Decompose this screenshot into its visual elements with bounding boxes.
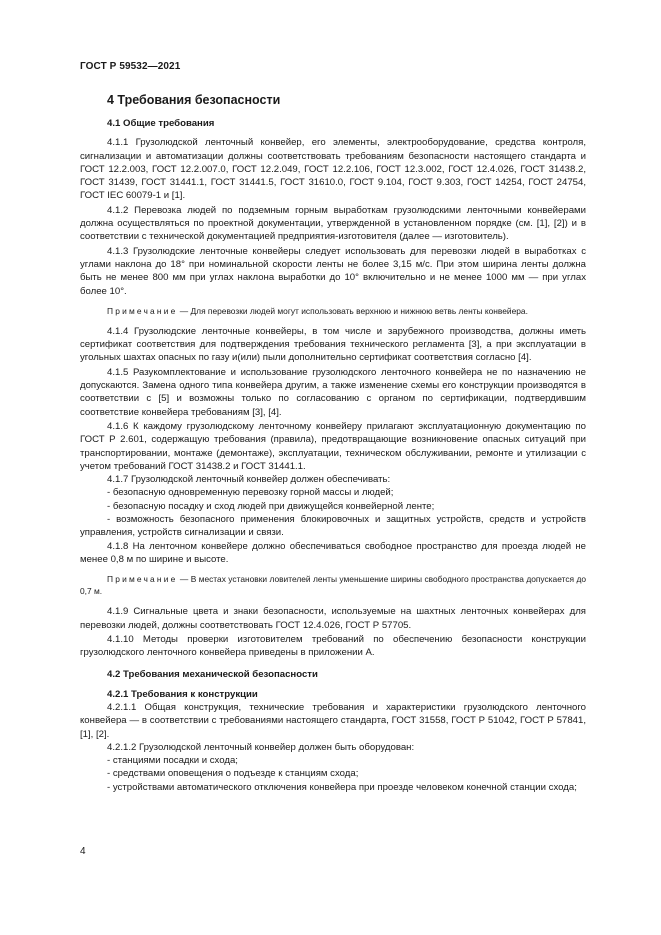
paragraph-4-1-4: 4.1.4 Грузолюдские ленточные конвейеры, в том числе и зарубежного производства, должны иметь сертификат соответствия для подтверждения требования технического регламента [3], а при эксплуатации в угольных шахтах опасных по газу и(или) пыли дополнительно сертификат соответствия согласно [4]. (80, 325, 586, 364)
document-code: ГОСТ Р 59532—2021 (80, 61, 181, 72)
list-item: - станциями посадки и схода; (107, 755, 238, 767)
note-label: Примечание (107, 574, 178, 585)
paragraph-4-2-1-1: 4.2.1.1 Общая конструкция, технические требования и характеристики грузолюдского ленточного конвейера — в соответствии с требованиями настоящего стандарта, ГОСТ 31558, ГОСТ Р 51042, ГОСТ Р 57841, [1], [2]. (80, 701, 586, 740)
paragraph-4-2-1-2: 4.2.1.2 Грузолюдской ленточный конвейер должен быть оборудован: (107, 741, 415, 753)
paragraph-4-1-6: 4.1.6 К каждому грузолюдскому ленточному конвейеру прилагают эксплуатационную документацию по ГОСТ Р 2.601, содержащую требования (правила), предотвращающие возникновение опасных ситуаций при транспортировании, монтаже (демонтаже), эксплуатации, техническом обслуживании, ремонте и утилизации с учетом требований ГОСТ 31438.2 и ГОСТ 31441.1. (80, 420, 586, 472)
subsection-title-4-2: 4.2 Требования механической безопасности (107, 669, 318, 681)
note-1 (80, 305, 586, 317)
paragraph-4-1-9: 4.1.9 Сигнальные цвета и знаки безопасности, используемые на шахтных ленточных конвейерах для перевозки людей, должны соответствовать ГОСТ 12.4.026, ГОСТ Р 57705. (80, 606, 586, 631)
page-body (80, 93, 586, 794)
page-number: 4 (80, 846, 86, 857)
note-2 (80, 573, 586, 597)
list-item: - безопасную одновременную перевозку горной массы и людей; (107, 487, 394, 499)
list-item: - возможность безопасного применения блокировочных и защитных устройств, средств и устройств управления, устройств сигнализации и связи. (80, 514, 586, 539)
paragraph-4-1-7: 4.1.7 Грузолюдской ленточный конвейер должен обеспечивать: (107, 474, 391, 486)
paragraph-4-1-5: 4.1.5 Разукомплектование и использование грузолюдского ленточного конвейера не по назначению не допускаются. Замена одного типа конвейера другим, а также изменение схемы его конструкции производятся в соответствии с [5] и возможны только по согласованию с органом по сертификации, подтвердившим соответствие конвейера требованиям [3], [4]. (80, 366, 586, 418)
list-item: - безопасную посадку и сход людей при движущейся конвейерной ленте; (107, 500, 435, 512)
list-item: - средствами оповещения о подъезде к станциям схода; (107, 768, 359, 780)
note-text: — В местах установки ловителей ленты уменьшение ширины свободного пространства допускается до 0,7 м. (80, 574, 586, 597)
subsection-title-4-2-1: 4.2.1 Требования к конструкции (107, 688, 258, 700)
paragraph-4-1-8: 4.1.8 На ленточном конвейере должно обеспечиваться свободное пространство для проезда людей не менее 0,8 м по ширине и высоте. (80, 540, 586, 565)
paragraph-4-1-10: 4.1.10 Методы проверки изготовителем требований по обеспечению безопасности конструкции грузолюдского ленточного конвейера приведены в приложении А. (80, 633, 586, 659)
list-item: - устройствами автоматического отключения конвейера при проезде человеком конечной станции схода; (107, 781, 577, 793)
note-text: — Для перевозки людей могут использовать верхнюю и нижнюю ветвь ленты конвейера. (177, 305, 528, 316)
paragraph-4-1-2: 4.1.2 Перевозка людей по подземным горным выработкам грузолюдскими ленточными конвейерами должна осуществляться по проектной документации, утвержденной в установленном порядке (см. [1], [2]) и в соответствии с технической документацией предприятия-изготовителя (далее — изготовитель). (80, 204, 586, 243)
paragraph-4-1-3: 4.1.3 Грузолюдские ленточные конвейеры следует использовать для перевозки людей в выработках с углами наклона до 18° при номинальной скорости ленты не более 3,15 м/с. При этом ширина ленты должна быть не менее 800 мм при углах наклона выработки до 10° включительно и не менее 1000 мм — при углах более 10°. (80, 245, 586, 297)
subsection-title-4-1: 4.1 Общие требования (107, 118, 215, 129)
note-label: Примечание (107, 305, 178, 316)
section-title: 4 Требования безопасности (107, 93, 281, 107)
paragraph-4-1-1: 4.1.1 Грузолюдской ленточный конвейер, его элементы, электрооборудование, средства контроля, сигнализации и автоматизации должны соответствовать требованиям безопасности настоящего стандарта и ГОСТ 12.2.003, ГОСТ 12.2.007.0, ГОСТ 12.2.049, ГОСТ 12.2.106, ГОСТ 12.3.002, ГОСТ 12.4.026, ГОСТ 31438.2, ГОСТ 31439, ГОСТ 31441.1, ГОСТ 31441.5, ГОСТ 31610.0, ГОСТ 9.104, ГОСТ 9.303, ГОСТ 14254, ГОСТ 24754, ГОСТ IEC 60079-1 и [1]. (80, 137, 586, 202)
